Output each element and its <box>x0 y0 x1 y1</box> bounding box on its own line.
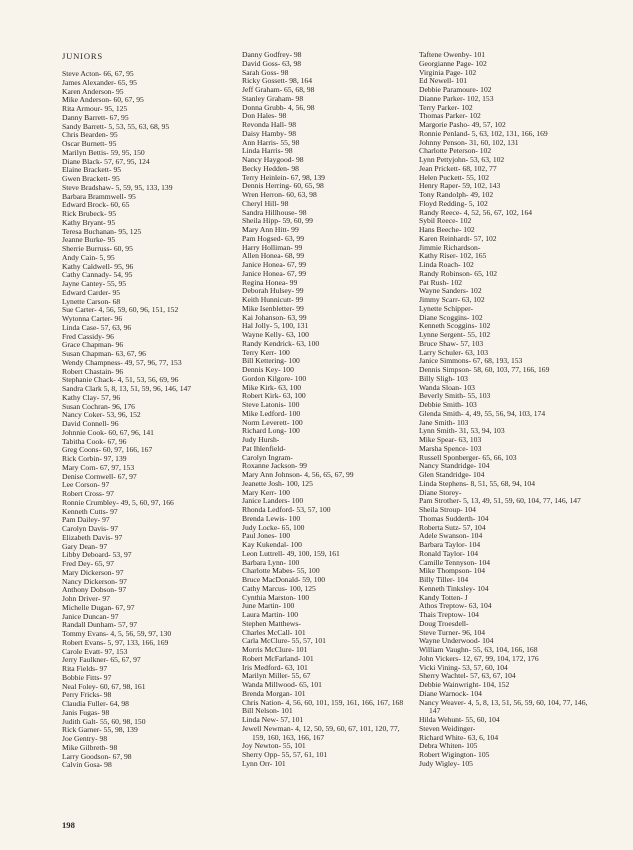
index-entry: Jewell Newman- 4, 12, 50, 59, 60, 67, 101, 120, 77, 159, 160, 163, 166, 167 <box>242 723 400 742</box>
index-entry: Margorie Pasho- 49, 57, 102 <box>419 120 506 129</box>
index-column-2 <box>242 51 410 769</box>
index-entry: Karen Anderson- 95 <box>62 86 124 96</box>
index-entry: Cheryl Hill- 98 <box>242 198 289 208</box>
index-entry: Diane Storey- <box>419 487 462 497</box>
index-entry: Helen Puckett- 55, 102 <box>419 172 490 182</box>
index-entry: Thomas Sudderth- 104 <box>419 513 489 523</box>
index-entry: Mary Ann Hitt- 99 <box>242 225 299 234</box>
index-column-3 <box>419 51 591 769</box>
index-entry: Nancy Haygood- 98 <box>242 155 304 164</box>
index-entry: Steve Turner- 96, 104 <box>419 627 486 637</box>
index-entry: Deborah Hulsey- 99 <box>242 286 304 296</box>
index-entry: Chris Bearden- 95 <box>62 130 118 140</box>
index-entry: Russell Sponberger- 65, 66, 103 <box>419 452 517 462</box>
index-entry: Pam Dailey- 97 <box>62 515 110 525</box>
index-entry: Lynn Smith- 31, 53, 94, 103 <box>419 426 505 436</box>
index-entry: Barbara Taylor- 104 <box>419 540 481 549</box>
index-entry: Linda New- 57, 101 <box>242 715 304 724</box>
index-entry: Bruce MacDonald- 59, 100 <box>242 575 326 584</box>
index-entry: Janice Simmons- 67, 68, 193, 153 <box>419 356 523 366</box>
index-entry: Tony Randolph- 49, 102 <box>419 190 494 199</box>
index-entry: Marilyn Miller- 55, 67 <box>242 671 311 681</box>
index-entry: Randy Kendrick- 63, 100 <box>242 338 320 348</box>
index-entry: Wanda Sloan- 103 <box>419 382 475 392</box>
index-entry: Brenda Lewis- 100 <box>242 513 301 523</box>
index-entry: Morris McClure- 101 <box>242 645 308 654</box>
index-entry: Judy Hursh- <box>242 435 280 444</box>
index-entry: Bobbie Fitts- 97 <box>62 672 112 682</box>
index-entry: Tommy Evans- 4, 5, 56, 59, 97, 130 <box>62 629 172 638</box>
index-entry: Jeff Graham- 65, 68, 98 <box>242 85 315 94</box>
index-entry: Judith Galt- 55, 60, 98, 150 <box>62 716 146 726</box>
index-entry: Mike Ledford- 100 <box>242 408 301 418</box>
index-entry: Keith Hunnicutt- 99 <box>242 295 304 304</box>
index-entry: Jeanne Burke- 95 <box>62 235 116 245</box>
index-entry: Sarah Goss- 98 <box>242 67 289 77</box>
index-entry: Wayne Kelly- 63, 100 <box>242 330 309 339</box>
index-entry: Mike Spear- 63, 103 <box>419 435 482 444</box>
index-entry: Pam Hogsed- 63, 99 <box>242 233 305 243</box>
index-entry: Wanda Millwood- 65, 101 <box>242 680 322 689</box>
index-entry: Diane Warnock- 104 <box>419 688 482 698</box>
index-entry: Terry Heinlein- 67, 98, 139 <box>242 172 325 182</box>
index-entry: Randall Dunham- 57, 97 <box>62 620 138 630</box>
index-entry: Sherrie Burruss- 60, 95 <box>62 244 133 253</box>
index-entry: Jerry Faulkner- 65, 67, 97 <box>62 655 141 665</box>
index-entry: Thais Treptow- 104 <box>419 610 479 619</box>
index-entry: Vicki Vining- 53, 57, 60, 104 <box>419 662 508 672</box>
index-entry: Nancy Coker- 53, 96, 152 <box>62 410 141 420</box>
index-entry: Neal Foley- 60, 67, 98, 161 <box>62 681 146 691</box>
index-entry: Charlotte Peterson- 102 <box>419 146 492 156</box>
index-entry: Don Hales- 98 <box>242 111 287 121</box>
index-entry: Marsha Spence- 103 <box>419 443 482 453</box>
index-entry: Sheila Hipp- 59, 60, 99 <box>242 216 313 226</box>
index-entry: Gordon Kilgore- 100 <box>242 373 307 383</box>
index-entry: Sandy Barrett- 5, 53, 55, 63, 68, 95 <box>62 121 170 131</box>
section-title: JUNIORS <box>62 51 103 61</box>
index-entry: Kathy Clay- 57, 96 <box>62 392 121 402</box>
index-entry: Mike Thompson- 104 <box>419 566 486 576</box>
index-entry: June Martin- 100 <box>242 601 295 611</box>
index-entry: Randy Reece- 4, 52, 56, 67, 102, 164 <box>419 207 533 217</box>
index-entry: Thomas Parker- 102 <box>419 111 481 121</box>
index-entry: Glenda Smith- 4, 49, 55, 56, 94, 103, 174 <box>419 408 546 418</box>
index-entry: Jean Prickett- 68, 102, 77 <box>419 163 497 173</box>
index-entry: Cathy Marcus- 100, 125 <box>242 583 316 593</box>
index-entry: Hilda Wehunt- 55, 60, 104 <box>419 715 500 724</box>
index-entry: Dennis Herring- 60, 65, 98 <box>242 181 324 191</box>
index-entry: Calvin Gosa- 98 <box>62 760 112 770</box>
index-entry: John Driver- 97 <box>62 594 110 603</box>
index-entry: Glen Standridge- 104 <box>419 470 485 479</box>
index-entry: Rick Corbin- 97, 139 <box>62 454 127 463</box>
index-entry: Steve Latonis- 100 <box>242 400 300 409</box>
index-entry: Ronnie Penland- 5, 63, 102, 131, 166, 169 <box>419 128 548 138</box>
index-entry: Lynn Pettyjohn- 53, 63, 102 <box>419 155 505 164</box>
index-entry: Terry Kerr- 100 <box>242 347 290 357</box>
index-entry: Donna Grubb- 4, 56, 98 <box>242 102 315 112</box>
index-entry: Jimmy Scarr- 63, 102 <box>419 295 485 304</box>
index-entry: Michelle Dugan- 67, 97 <box>62 602 135 612</box>
index-entry: Janice Honea- 67, 99 <box>242 268 307 278</box>
index-entry: Barbara Brammwell- 95 <box>62 191 136 201</box>
index-entry: Revonda Hall- 98 <box>242 120 296 129</box>
index-entry: Linda Harris- 98 <box>242 146 293 156</box>
index-entry: Norm Leverett- 100 <box>242 417 303 427</box>
index-entry: Robert Kirk- 63, 100 <box>242 391 306 401</box>
index-entry: Cathy Cannady- 54, 95 <box>62 270 133 280</box>
index-entry: Kenneth Cutts- 97 <box>62 506 118 516</box>
index-entry: Billy Sligh- 103 <box>419 373 468 383</box>
index-entry: Janice Landers- 100 <box>242 496 304 506</box>
index-entry: Stephanie Chack- 4, 51, 53, 56, 69, 96 <box>62 375 179 385</box>
index-entry: Dennis Simpson- 58, 60, 103, 77, 166, 169 <box>419 365 550 374</box>
index-entry: Mary Dickerson- 97 <box>62 567 124 577</box>
index-entry: Allen Honea- 68, 99 <box>242 251 304 261</box>
index-entry: Lynette Schipper- <box>419 303 474 313</box>
index-entry: Taftene Owenby- 101 <box>419 50 486 59</box>
index-entry: Debbie Wainwright- 104, 152 <box>419 680 510 689</box>
index-entry: Kai Johanson- 63, 99 <box>242 312 307 322</box>
index-entry: Harry Holliman- 99 <box>242 242 303 252</box>
index-entry: Robert Wigington- 105 <box>419 750 490 759</box>
index-entry: Ann Harris- 55, 98 <box>242 137 300 147</box>
index-entry: Ronnie Crumbley- 49, 5, 60, 97, 166 <box>62 497 174 507</box>
index-entry: Virginia Page- 102 <box>419 67 477 77</box>
index-entry: Bruce Shaw- 57, 103 <box>419 338 484 348</box>
index-entry: Fred Cassidy- 96 <box>62 331 114 341</box>
index-entry: Lynn Orr- 101 <box>242 758 286 768</box>
index-entry: Gary Dean- 97 <box>62 541 108 551</box>
index-entry: Elizabeth Davis- 97 <box>62 532 123 542</box>
index-entry: Wayne Underwood- 104 <box>419 636 494 646</box>
index-entry: Dianne Parker- 102, 153 <box>419 93 494 103</box>
index-entry: Lynette Carson- 68 <box>62 296 121 306</box>
index-entry: Ed Newell- 101 <box>419 76 468 86</box>
index-entry: Hans Beeche- 102 <box>419 225 475 234</box>
index-entry: Debra Whiten- 105 <box>419 741 478 751</box>
index-entry: Bill Nelson- 101 <box>242 706 293 716</box>
index-entry: Athos Treptow- 63, 104 <box>419 601 492 611</box>
index-entry: Kenneth Scoggins- 102 <box>419 321 491 331</box>
index-entry: Carolyn Davis- 97 <box>62 524 119 533</box>
index-entry: Debbie Smith- 103 <box>419 400 477 409</box>
index-entry: Marilyn Bettis- 59, 95, 150 <box>62 147 145 157</box>
index-entry: Sherry Opp- 55, 57, 61, 101 <box>242 750 328 759</box>
index-entry: Sybil Reece- 102 <box>419 216 472 226</box>
index-entry: David Connell- 96 <box>62 419 119 428</box>
index-entry: Kenneth Tinksley- 104 <box>419 583 489 593</box>
index-entry: Robert Chastain- 96 <box>62 366 124 376</box>
index-entry: Roxanne Jackson- 99 <box>242 461 307 471</box>
index-entry: Steve Bradshaw- 5, 59, 95, 133, 139 <box>62 182 173 192</box>
index-entry: Beverly Smith- 55, 103 <box>419 391 491 401</box>
index-entry: Wendy Champness- 49, 57, 96, 77, 153 <box>62 357 182 367</box>
index-entry: Johnny Penson- 31, 60, 102, 131 <box>419 137 519 147</box>
index-entry: Judy Wigley- 105 <box>419 758 473 768</box>
index-entry: Karen Reinhardt- 57, 102 <box>419 233 497 243</box>
index-entry: Jane Smith- 103 <box>419 417 469 427</box>
index-entry: Carolyn Ingram- <box>242 452 293 462</box>
index-entry: Steve Acton- 66, 67, 95 <box>62 69 134 78</box>
index-entry: Anthony Dobson- 97 <box>62 585 127 595</box>
index-entry: Leon Luttrell- 49, 100, 159, 161 <box>242 548 340 558</box>
index-entry: Tabitha Cook- 67, 96 <box>62 436 127 446</box>
index-entry: Robert McFarland- 101 <box>242 653 314 663</box>
index-entry: Rick Garner- 55, 98, 139 <box>62 725 138 735</box>
index-entry: Stanley Graham- 98 <box>242 93 304 103</box>
index-entry: Oscar Burnett- 95 <box>62 139 117 148</box>
index-entry: Kathy Caldwell- 95, 96 <box>62 261 134 271</box>
index-entry: Jimmie Richardson- <box>419 242 481 252</box>
index-entry: Kathy Bryant- 95 <box>62 217 116 227</box>
index-entry: Susan Cochran- 96, 176 <box>62 401 135 411</box>
index-entry: Chris Nation- 4, 56, 60, 101, 159, 161, 166, 167, 168 <box>242 697 404 707</box>
index-entry: Sandra Hillhouse- 98 <box>242 207 307 217</box>
index-entry: John Vickers- 12, 67, 99, 104, 172, 176 <box>419 653 539 663</box>
index-entry: Laura Martin- 100 <box>242 610 299 619</box>
index-entry: Billy Tiller- 104 <box>419 575 469 584</box>
index-entry: Mary Corn- 67, 97, 153 <box>62 462 135 472</box>
index-entry: Greg Coons- 60, 97, 166, 167 <box>62 445 153 455</box>
index-entry: Sheila Stroup- 104 <box>419 505 476 514</box>
index-entry: Kandy Totten- J <box>419 592 468 602</box>
index-entry: Mike Gilbreth- 98 <box>62 742 118 752</box>
index-entry: Sue Carter- 4, 56, 59, 60, 96, 151, 152 <box>62 305 179 315</box>
index-entry: Henry Raper- 59, 102, 143 <box>419 181 501 191</box>
index-entry: Kay Kukendal- 100 <box>242 540 302 549</box>
index-entry: Richard White- 63, 6, 104 <box>419 732 499 742</box>
index-entry: Johnnie Cook- 60, 67, 96, 141 <box>62 427 154 437</box>
index-entry: Rita Fields- 97 <box>62 664 108 673</box>
index-entry: Robert Cross- 97 <box>62 489 114 498</box>
index-entry: Ronald Taylor- 104 <box>419 548 479 558</box>
index-entry: David Goss- 63, 98 <box>242 58 302 68</box>
index-entry: Hal Jolly- 5, 100, 131 <box>242 321 309 331</box>
index-entry: Lynne Sergent- 55, 102 <box>419 330 491 339</box>
index-entry: Elaine Brackett- 95 <box>62 165 122 175</box>
index-entry: Camille Tennyson- 104 <box>419 557 491 567</box>
index-entry: Diane Scoggins- 102 <box>419 312 483 322</box>
index-entry: James Alexander- 65, 95 <box>62 77 137 87</box>
index-entry: Fred Dey- 65, 97 <box>62 559 114 568</box>
index-entry: Rick Brubeck- 95 <box>62 209 116 218</box>
index-entry: Larry Schuler- 63, 103 <box>419 347 489 357</box>
index-entry: Debbie Paramoure- 102 <box>419 85 492 94</box>
index-entry: Wytonna Carter- 96 <box>62 314 123 323</box>
index-entry: Roberta Sutz- 57, 104 <box>419 522 486 532</box>
index-entry: Diane Black- 57, 67, 95, 124 <box>62 156 150 166</box>
index-entry: Steven Weidinger- <box>419 723 476 733</box>
index-entry: Richard Long- 100 <box>242 426 300 436</box>
index-entry: Regina Honea- 99 <box>242 277 298 287</box>
index-entry: Janice Duncan- 97 <box>62 611 119 621</box>
index-entry: Mary Kerr- 100 <box>242 487 290 497</box>
index-entry: Ricky Gossett- 98, 164 <box>242 76 313 86</box>
index-entry: Doug Troesdell- <box>419 618 469 628</box>
index-entry: Teresa Buchanan- 95, 125 <box>62 226 142 236</box>
index-entry: Brenda Morgan- 101 <box>242 688 306 698</box>
index-entry: Mike Anderson- 60, 67, 95 <box>62 95 144 105</box>
index-entry: Floyd Redding- 5, 102 <box>419 198 488 208</box>
index-entry: Perry Fricks- 98 <box>62 690 112 700</box>
index-entry: Wayne Sanders- 102 <box>419 286 482 296</box>
index-entry: Wren Herron- 60, 63, 98 <box>242 190 317 199</box>
index-entry: Stephen Matthews- <box>242 618 301 628</box>
index-entry: Nancy Dickerson- 97 <box>62 576 127 586</box>
index-entry: Rita Armour- 95, 125 <box>62 104 128 113</box>
index-entry: Iris Medford- 63, 101 <box>242 662 308 672</box>
index-entry: Adele Swanson- 104 <box>419 531 483 541</box>
index-entry: Denise Cornwell- 67, 97 <box>62 471 137 481</box>
index-entry: Mary Ann Johnson- 4, 56, 65, 67, 99 <box>242 470 354 479</box>
index-entry: Mike Kirk- 63, 100 <box>242 382 302 392</box>
index-entry: Linda Case- 57, 63, 96 <box>62 322 132 332</box>
index-entry: Randy Robinson- 65, 102 <box>419 268 498 278</box>
index-entry: Charlotte Mabes- 55, 100 <box>242 566 320 576</box>
index-entry: Janice Honea- 67, 99 <box>242 260 307 269</box>
index-entry: Joy Newton- 55, 101 <box>242 741 306 751</box>
index-entry: Danny Barrett- 67, 95 <box>62 112 129 122</box>
index-entry: Mike Isenbletter- 99 <box>242 303 304 313</box>
index-entry: Daisy Hamby- 98 <box>242 128 296 138</box>
index-entry: Edward Carder- 95 <box>62 287 121 297</box>
index-entry: Pat Rush- 102 <box>419 277 463 287</box>
index-entry: Judy Locke- 65, 100 <box>242 522 305 532</box>
index-entry: Andy Cain- 5, 95 <box>62 252 115 262</box>
index-entry: Dennis Key- 100 <box>242 365 294 374</box>
index-entry: Sandra Clark 5, 8, 13, 51, 59, 96, 146, 147 <box>62 384 192 393</box>
index-entry: Georgianne Page- 102 <box>419 58 487 68</box>
index-entry: Pat Ihlenfield- <box>242 443 286 453</box>
index-entry: Charles McCall- 101 <box>242 627 306 637</box>
index-entry: Carla McClure- 55, 57, 101 <box>242 636 326 646</box>
index-entry: Janis Fugas- 98 <box>62 707 110 717</box>
index-entry: Becky Hedden- 98 <box>242 163 299 173</box>
index-entry: Nancy Standridge- 104 <box>419 461 490 471</box>
index-entry: Susan Chapman- 63, 67, 96 <box>62 349 146 358</box>
index-entry: Joe Gentry- 98 <box>62 734 108 743</box>
index-entry: Terry Parker- 102 <box>419 102 473 112</box>
page-number: 198 <box>62 820 75 830</box>
index-entry: Claudia Fuller- 64, 98 <box>62 699 129 708</box>
index-entry: Bill Kettering- 100 <box>242 356 300 366</box>
index-entry: Sherry Wachtel- 57, 63, 67, 104 <box>419 671 516 681</box>
index-entry: Carole Evatt- 97, 153 <box>62 646 128 656</box>
index-entry: Cynthia Marston- 100 <box>242 592 310 602</box>
index-entry: Pam Strother- 5, 13, 49, 51, 59, 60, 104, 77, 146, 147 <box>419 496 581 506</box>
index-entry: Grace Chapman- 96 <box>62 340 124 350</box>
index-column-1 <box>62 70 230 770</box>
index-entry: William Vaughn- 55, 63, 104, 166, 168 <box>419 645 538 654</box>
index-entry: Paul Jones- 100 <box>242 531 291 541</box>
index-entry: Libby Deboard- 53, 97 <box>62 550 132 560</box>
index-entry: Jeanette Josh- 100, 125 <box>242 478 313 488</box>
index-entry: Danny Godfrey- 98 <box>242 50 302 59</box>
index-entry: Edward Brock- 60, 65 <box>62 200 130 210</box>
index-entry: Jayne Cantey- 55, 95 <box>62 279 127 288</box>
index-entry: Lee Corson- 97 <box>62 480 110 490</box>
index-entry: Kathy Riser- 102, 165 <box>419 251 487 261</box>
index-entry: Larry Goodson- 67, 98 <box>62 751 132 761</box>
index-entry: Linda Stephens- 8, 51, 55, 68, 94, 104 <box>419 478 536 488</box>
index-entry: Barbara Lynn- 100 <box>242 557 300 567</box>
index-entry: Gwen Brackett- 95 <box>62 174 120 183</box>
index-entry: Linda Roach- 102 <box>419 260 474 269</box>
index-entry: Nancy Weaver- 4, 5, 8, 13, 51, 56, 59, 60, 104, 77, 146, 147 <box>419 697 588 716</box>
index-entry: Robert Evans- 5, 97, 133, 166, 169 <box>62 637 169 647</box>
index-entry: Rhonda Ledford- 53, 57, 100 <box>242 505 331 514</box>
